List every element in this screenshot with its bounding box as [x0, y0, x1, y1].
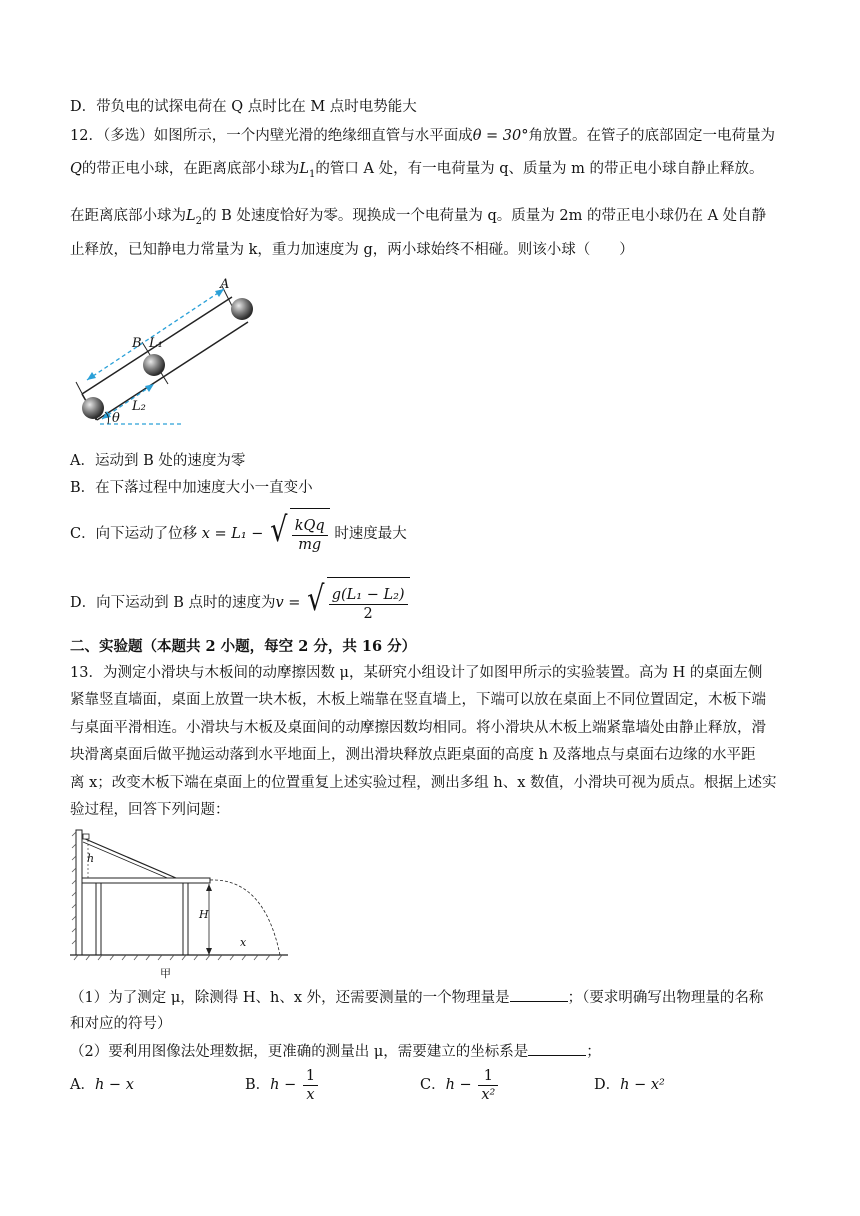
q13-optb-expr: h −: [270, 1077, 297, 1093]
inclined-board: [83, 838, 176, 878]
table-top: [82, 878, 210, 883]
q13-line-2: 紧靠竖直墙面，桌面上放置一块木板，木板上端靠在竖直墙上，下端可以放在桌面上不同位置固定，木板下端: [70, 692, 766, 708]
ball-bottom: [82, 397, 104, 419]
q13-sub1-text-a: （1）为了测定 μ，除测得 H、h、x 外，还需要测量的一个物理量是: [70, 990, 510, 1006]
q13-line-1: 13．为测定小滑块与木板间的动摩擦因数 μ，某研究小组设计了如图甲所示的实验装置。高为 H 的桌面左侧: [70, 665, 763, 681]
q13-optc-denominator: x²: [481, 1086, 496, 1103]
label-a: A: [220, 277, 230, 292]
q12-optc-text-a: C．向下运动了位移: [70, 526, 198, 542]
q13-optb-fraction: [303, 1067, 318, 1104]
ball-b: [143, 354, 165, 376]
q12-optc-denominator: mg: [298, 536, 322, 553]
sqrt-radical-icon: √: [270, 510, 288, 550]
q13-option-b: [245, 1066, 320, 1104]
q12-optd-eq: v =: [275, 595, 301, 611]
q12-option-c: [70, 508, 800, 560]
q12-optc-sqrt: [268, 508, 330, 560]
q12-line-3: [70, 206, 800, 232]
q13-line-6: 验过程，回答下列问题：: [70, 802, 230, 818]
q12-l2-subscript: 2: [195, 215, 203, 227]
table-leg-left: [96, 883, 101, 955]
tube-wall-bottom: [97, 322, 248, 420]
q13-optc-numerator: 1: [478, 1067, 498, 1086]
q13-sub2-text-b: ；: [586, 1044, 601, 1060]
q13-optd-expr: h − x²: [620, 1077, 665, 1093]
q13-option-d: [594, 1075, 665, 1095]
q13-option-a: [70, 1075, 134, 1095]
section-2-heading: 二、实验题（本题共 2 小题，每空 2 分，共 16 分）: [70, 638, 417, 655]
label-theta: θ: [112, 411, 120, 426]
q13-optc-expr: h −: [445, 1077, 472, 1093]
q13-sub1-text-b: ；（要求明确写出物理量的名称: [567, 990, 764, 1006]
q13-line-4: 块滑离桌面后做平抛运动落到水平地面上，测出滑块释放点距桌面的高度 h 及落地点与桌面右边缘的水平距: [70, 747, 756, 763]
q12-optc-fraction: [292, 517, 328, 554]
q12-line3-text-b: 的 B 处速度恰好为零。现换成一个电荷量为 q。质量为 2m 的带正电小球仍在 A 处自静: [202, 208, 767, 224]
q12-tube-figure: [72, 272, 272, 437]
label-h: h: [87, 852, 95, 865]
figure-caption-jia: 甲: [160, 967, 171, 980]
label-l1: L₁: [149, 336, 163, 351]
q12-line2-text-c: 的管口 A 处，有一电荷量为 q、质量为 m 的带正电小球自静止释放。: [315, 161, 764, 177]
q12-optc-eq: x = L₁ −: [201, 526, 264, 542]
q13-optb-denominator: x: [306, 1086, 315, 1103]
q13-sub2-line: [70, 1041, 800, 1062]
label-b: B: [132, 336, 142, 351]
ball-a: [231, 298, 253, 320]
label-H: H: [199, 908, 209, 921]
l2-dashed-arrow: [102, 384, 154, 419]
l2-arrowhead-top: [145, 384, 154, 392]
q12-optc-numerator: kQq: [292, 517, 328, 536]
q12-l2-symbol: L: [186, 208, 196, 224]
q12-optd-numerator: g(L₁ − L₂): [329, 586, 408, 605]
q12-option-d: [70, 577, 800, 629]
q13-option-c: [420, 1066, 500, 1104]
q13-apparatus-figure: [68, 826, 298, 981]
q13-sub1-line: [70, 987, 800, 1008]
q12-optd-fraction: [329, 586, 408, 623]
q12-line-4: 止释放，已知静电力常量为 k，重力加速度为 g，两小球始终不相碰。则该小球（ ）: [70, 242, 634, 258]
q13-optc-fraction: [478, 1067, 498, 1104]
label-l2: L₂: [132, 399, 146, 414]
q12-optc-text-b: 时速度最大: [334, 526, 407, 542]
q12-l1-subscript: 1: [309, 168, 316, 180]
q12-line1-text-a: 12．（多选）如图所示，一个内壁光滑的绝缘细直管与水平面成: [70, 128, 473, 144]
slider-block: [83, 834, 89, 839]
q13-optd-label: D．: [594, 1077, 621, 1093]
q12-line-2: [70, 159, 800, 185]
q12-line1-text-b: 角放置。在管子的底部固定一电荷量为: [528, 128, 776, 144]
H-arrow-top: [206, 884, 212, 891]
H-arrow-bottom: [206, 948, 212, 955]
q13-sub2-text-a: （2）要利用图像法处理数据，更准确的测量出 μ，需要建立的坐标系是: [70, 1044, 529, 1060]
table-leg-right: [183, 883, 188, 955]
q12-option-b: B．在下落过程中加速度大小一直变小: [70, 480, 313, 496]
q13-line-3: 与桌面平滑相连。小滑块与木板及桌面间的动摩擦因数均相同。将小滑块从木板上端紧靠墙处由静止释放，滑: [70, 720, 766, 736]
wall-hatching: [72, 832, 76, 944]
label-x: x: [240, 936, 247, 949]
q13-optb-label: B．: [245, 1077, 271, 1093]
ground-hatching: [74, 955, 282, 960]
l1-arrowhead-bottom: [87, 372, 96, 380]
q13-optb-numerator: 1: [303, 1067, 318, 1086]
q12-line2-text-b: 的带正电小球，在距离底部小球为: [81, 161, 300, 177]
q11-option-d: D．带负电的试探电荷在 Q 点时比在 M 点时电势能大: [70, 99, 417, 115]
q12-optd-denominator: 2: [363, 605, 373, 622]
wall: [76, 830, 82, 955]
q13-line-5: 离 x；改变木板下端在桌面上的位置重复上述实验过程，测出多组 h、x 数值，小滑块可视为质点。根据上述实: [70, 775, 777, 791]
q12-optd-sqrt: [305, 577, 410, 629]
q12-l1-symbol: L: [299, 161, 310, 177]
q13-sub2-answer-blank[interactable]: [528, 1041, 586, 1056]
q13-sub1-answer-blank[interactable]: [510, 987, 568, 1002]
q12-line-1: [70, 126, 800, 146]
q13-opta-expr: h − x: [94, 1077, 134, 1093]
q12-optd-text-a: D．向下运动到 B 点时的速度为: [70, 595, 276, 611]
q12-line3-text-a: 在距离底部小球为: [70, 208, 186, 224]
q13-optc-label: C．: [420, 1077, 446, 1093]
q12-theta-eq: θ = 30°: [472, 128, 529, 144]
q12-q-symbol: Q: [70, 161, 82, 177]
q12-option-a: A．运动到 B 处的速度为零: [70, 453, 246, 469]
sqrt-radical-icon: √: [307, 579, 325, 619]
q13-opta-label: A．: [70, 1077, 95, 1093]
q13-sub1-line-2: 和对应的符号）: [70, 1016, 172, 1032]
inclined-board-edge: [83, 842, 172, 880]
